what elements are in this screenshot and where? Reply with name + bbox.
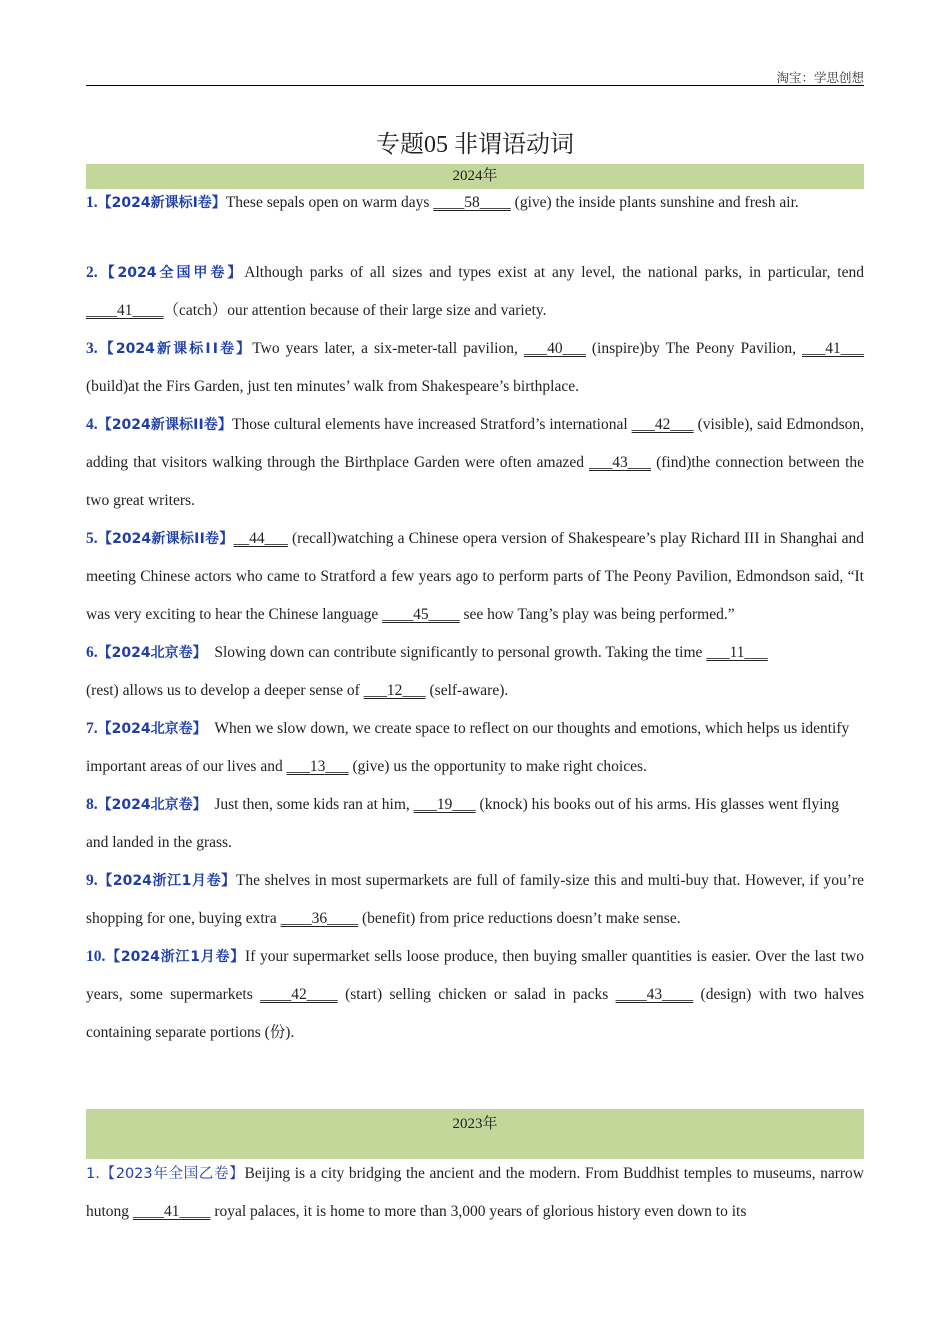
question-item bbox=[86, 520, 864, 634]
answer-blank: ____41____ bbox=[132, 1203, 211, 1220]
question-source: 【2024新课标ⅠⅠ卷】 bbox=[97, 341, 253, 357]
answer-blank: ___40___ bbox=[523, 340, 586, 357]
question-number: 5. bbox=[86, 530, 98, 547]
question-text: (rest) allows us to develop a deeper sense of bbox=[86, 682, 364, 699]
question-number: 2. bbox=[86, 264, 98, 281]
question-text: (self-aware). bbox=[425, 682, 509, 699]
question-source: 【2024浙江1月卷】 bbox=[97, 873, 236, 889]
question-source: 【2024浙江1月卷】 bbox=[105, 949, 246, 965]
question-text: If your supermarket sells loose produce, then buying smaller quantities is easier. Over the last two years, some supermarkets bbox=[86, 948, 864, 1003]
question-text: Those cultural elements have increased Stratford’s international bbox=[231, 416, 632, 433]
question-text: see how Tang’s play was being performed.” bbox=[459, 606, 735, 623]
answer-blank: ___13___ bbox=[286, 758, 349, 775]
question-text: (recall)watching a Chinese opera version of Shakespeare’s play Richard III in Shanghai and meeting Chinese actors who came to Stratford a few years ago to perform parts of The Peony Pavilion, Edmondson said, “It was very exciting to hear the Chinese language bbox=[86, 530, 864, 623]
question-number: 4. bbox=[86, 416, 98, 433]
answer-blank: ___11___ bbox=[706, 644, 768, 661]
question-text: (benefit) from price reductions doesn’t make sense. bbox=[358, 910, 681, 927]
question-item bbox=[86, 938, 864, 1052]
section-2024-questions bbox=[86, 184, 864, 1052]
question-number: 8. bbox=[86, 796, 98, 813]
answer-blank: ____41____ bbox=[86, 302, 164, 319]
question-text: Slowing down can contribute significantly to personal growth. Taking the time bbox=[206, 644, 707, 661]
question-number: 1. bbox=[86, 194, 98, 211]
answer-blank: ___41___ bbox=[802, 340, 864, 357]
answer-blank: ___42___ bbox=[631, 416, 694, 433]
question-source: 【2024新课标Ⅰ卷】 bbox=[97, 195, 226, 211]
question-item bbox=[86, 862, 864, 938]
question-source: 【2024新课标ⅠⅠ卷】 bbox=[97, 417, 232, 433]
page-title: 专题05 非谓语动词 bbox=[376, 132, 574, 158]
answer-blank: ___19___ bbox=[413, 796, 476, 813]
question-text: Beijing is a city bridging the ancient and the modern. From Buddhist temples to museums, narrow hutong bbox=[86, 1165, 865, 1220]
question-text: （catch）our attention because of their large size and variety. bbox=[163, 302, 547, 319]
question-source: 【2024北京卷】 bbox=[97, 797, 207, 813]
section-header-2024: 2024年 bbox=[86, 164, 864, 189]
section-2023-questions bbox=[86, 1155, 864, 1231]
question-item bbox=[86, 1155, 864, 1231]
answer-blank: ___43___ bbox=[589, 454, 652, 471]
question-item bbox=[86, 406, 864, 520]
answer-blank: ___12___ bbox=[363, 682, 426, 699]
answer-blank: ____36____ bbox=[280, 910, 359, 927]
question-number: 7. bbox=[86, 720, 98, 737]
question-item bbox=[86, 710, 864, 786]
question-text: (knock) his books out of his arms. His glasses went flying and landed in the grass. bbox=[86, 796, 840, 851]
question-number: 10. bbox=[86, 948, 106, 965]
question-number: 6. bbox=[86, 644, 98, 661]
question-source: 【2023年全国乙卷】 bbox=[99, 1166, 245, 1182]
question-text: Although parks of all sizes and types exist at any level, the national parks, in particular, tend bbox=[244, 264, 864, 281]
question-number: 9. bbox=[86, 872, 98, 889]
question-text: (give) the inside plants sunshine and fresh air. bbox=[510, 194, 799, 211]
question-source: 【2024全国甲卷】 bbox=[97, 265, 245, 281]
answer-blank: ____58____ bbox=[433, 194, 511, 211]
question-text: (find)the connection between the two great writers. bbox=[86, 454, 865, 509]
question-text: The shelves in most supermarkets are full of family-size this and multi-buy that. However, if you’re shopping for one, buying extra bbox=[86, 872, 864, 927]
section-header-2023: 2023年 bbox=[86, 1109, 864, 1159]
question-text: These sepals open on warm days bbox=[225, 194, 434, 211]
question-item bbox=[86, 786, 864, 862]
question-text: (design) with two halves containing separate portions (份). bbox=[86, 986, 864, 1041]
answer-blank: ____42____ bbox=[260, 986, 338, 1003]
question-source: 【2024新课标ⅠⅠ卷】 bbox=[97, 531, 234, 547]
answer-blank: ____43____ bbox=[615, 986, 694, 1003]
question-item bbox=[86, 254, 864, 330]
question-text: When we slow down, we create space to reflect on our thoughts and emotions, which helps us identify important areas of our lives and bbox=[86, 720, 854, 775]
question-text: royal palaces, it is home to more than 3,000 years of glorious history even down to its bbox=[210, 1203, 747, 1220]
question-item bbox=[86, 634, 864, 710]
question-text: (start) selling chicken or salad in packs bbox=[337, 986, 616, 1003]
header-divider bbox=[86, 85, 864, 86]
question-item bbox=[86, 330, 864, 406]
question-item bbox=[86, 184, 864, 222]
spacer bbox=[86, 222, 864, 254]
question-source: 【2024北京卷】 bbox=[97, 721, 207, 737]
question-number: 3. bbox=[86, 340, 98, 357]
question-text: (give) us the opportunity to make right choices. bbox=[348, 758, 647, 775]
header-shop-note: 淘宝：学思创想 bbox=[776, 71, 864, 85]
question-number: 1. bbox=[86, 1166, 100, 1182]
question-text: Just then, some kids ran at him, bbox=[206, 796, 414, 813]
question-text: Two years later, a six-meter-tall pavilion, bbox=[252, 340, 524, 357]
question-text: (inspire)by The Peony Pavilion, bbox=[585, 340, 802, 357]
question-text: (visible), said Edmondson, adding that visitors walking through the Birthplace Garden were often amazed bbox=[86, 416, 865, 471]
question-text: (build)at the Firs Garden, just ten minutes’ walk from Shakespeare’s birthplace. bbox=[86, 378, 579, 395]
answer-blank: __44___ bbox=[233, 530, 288, 547]
question-source: 【2024北京卷】 bbox=[97, 645, 207, 661]
answer-blank: ____45____ bbox=[382, 606, 460, 623]
